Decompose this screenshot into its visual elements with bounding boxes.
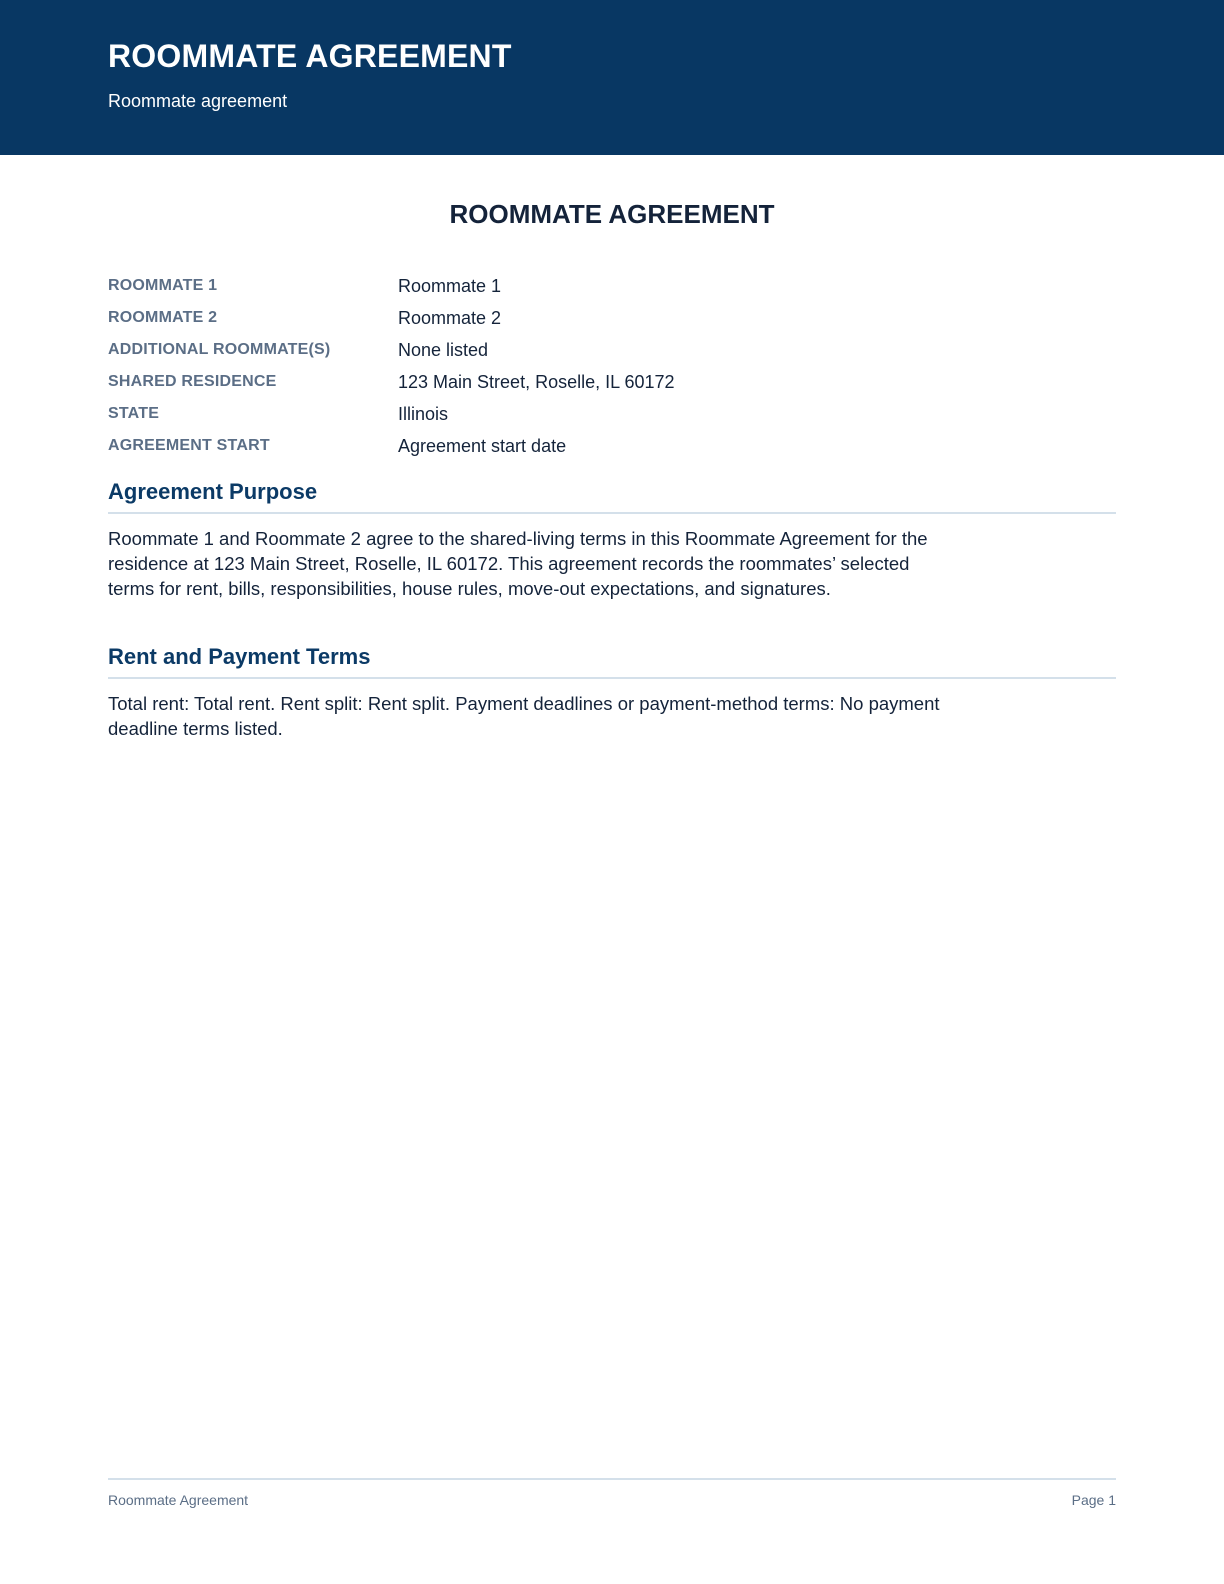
document-title: ROOMMATE AGREEMENT xyxy=(449,199,775,229)
footer-divider xyxy=(108,1478,1116,1480)
header-banner xyxy=(0,0,1224,155)
detail-value: Roommate 1 xyxy=(398,275,502,296)
detail-row-shared-residence xyxy=(108,366,1116,398)
footer-page-number: Page 1 xyxy=(1071,1492,1116,1508)
detail-value: Roommate 2 xyxy=(398,307,502,328)
detail-value: None listed xyxy=(398,339,489,360)
banner-subtitle: Roommate agreement xyxy=(108,91,288,111)
detail-value: Agreement start date xyxy=(398,435,567,456)
section-agreement-purpose xyxy=(108,478,1116,601)
detail-label: ADDITIONAL ROOMMATE(S) xyxy=(108,341,331,358)
detail-label: AGREEMENT START xyxy=(108,437,270,454)
banner-title: ROOMMATE AGREEMENT xyxy=(108,38,512,74)
section-rent-payment-terms xyxy=(108,643,1116,741)
detail-value: 123 Main Street, Roselle, IL 60172 xyxy=(398,371,675,392)
agreement-details xyxy=(108,270,1116,462)
detail-row-additional-roommates xyxy=(108,334,1116,366)
detail-value: Illinois xyxy=(398,403,449,424)
detail-label: ROOMMATE 1 xyxy=(108,277,218,294)
detail-label: ROOMMATE 2 xyxy=(108,309,218,326)
detail-label: STATE xyxy=(108,405,160,422)
section-body: Total rent: Total rent. Rent split: Rent split. Payment deadlines or payment-method terms: No payment deadline terms listed. xyxy=(108,693,940,739)
detail-label: SHARED RESIDENCE xyxy=(108,373,277,390)
section-body: Roommate 1 and Roommate 2 agree to the shared-living terms in this Roommate Agreement for the residence at 123 Main Street, Roselle, IL 60172. This agreement records the roommates’ selected terms for rent, bills, responsibilities, house rules, move-out expectations, and signatures. xyxy=(108,528,928,599)
section-heading: Rent and Payment Terms xyxy=(108,643,1116,679)
detail-row-state xyxy=(108,398,1116,430)
detail-row-roommate-2 xyxy=(108,302,1116,334)
footer-document-name: Roommate Agreement xyxy=(108,1492,249,1508)
section-heading: Agreement Purpose xyxy=(108,478,1116,514)
detail-row-roommate-1 xyxy=(108,270,1116,302)
detail-row-agreement-start xyxy=(108,430,1116,462)
